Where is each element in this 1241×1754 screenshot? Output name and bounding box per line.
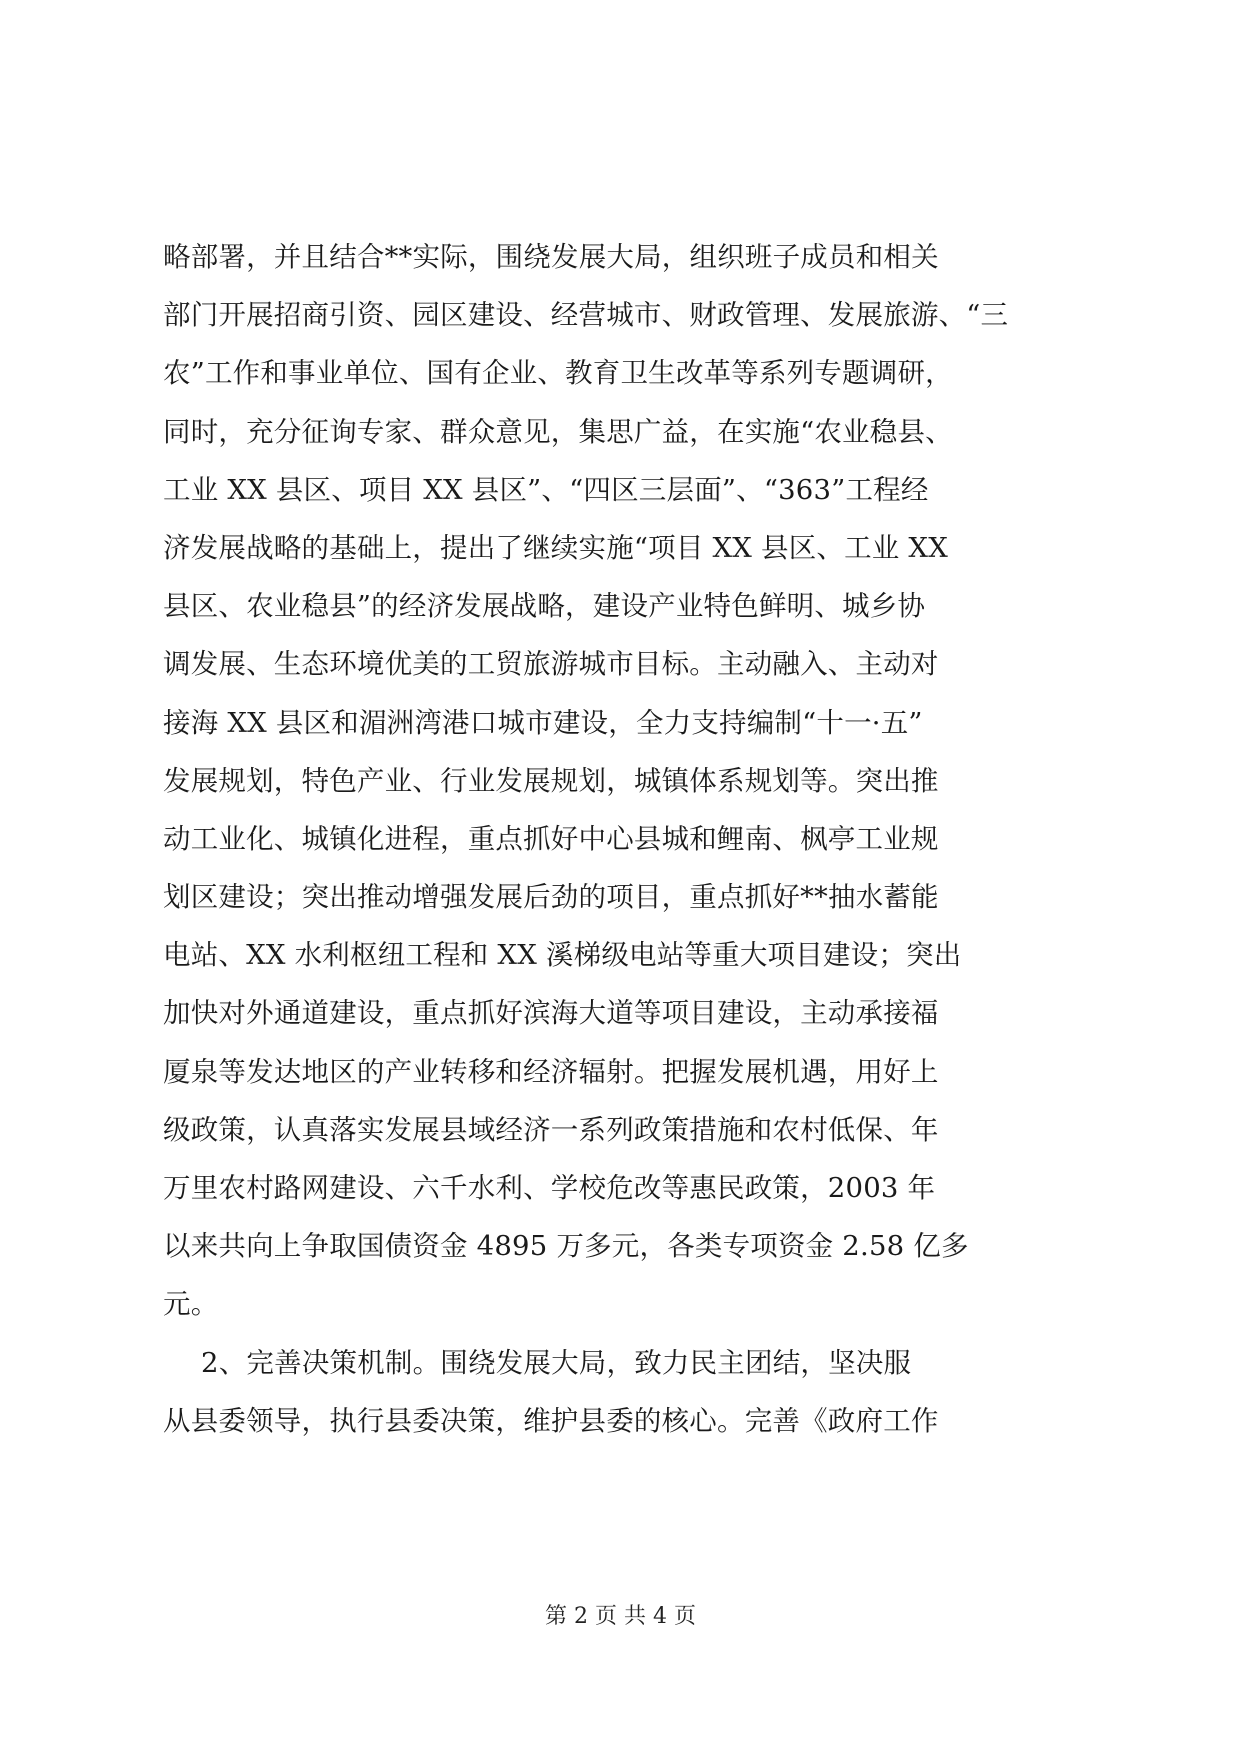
text-line: 发展规划，特色产业、行业发展规划，城镇体系规划等。突出推 xyxy=(163,764,939,797)
text-line: 万里农村路网建设、六千水利、学校危改等惠民政策，2003 年 xyxy=(163,1172,936,1204)
paragraph-2 xyxy=(163,1334,1083,1450)
text-line: 略部署，并且结合**实际，围绕发展大局，组织班子成员和相关 xyxy=(163,241,939,273)
text-line: 工业 XX 县区、项目 XX 县区”、“四区三层面”、“363”工程经 xyxy=(163,473,929,506)
body-text xyxy=(163,228,1083,1450)
text-line: 划区建设；突出推动增强发展后劲的项目，重点抓好**抽水蓄能 xyxy=(163,881,939,914)
text-line: 接海 XX 县区和湄洲湾港口城市建设，全力支持编制“十一·五” xyxy=(163,706,923,739)
paragraph-1 xyxy=(163,228,1083,1334)
text-line: 济发展战略的基础上，提出了继续实施“项目 XX 县区、工业 XX xyxy=(163,531,948,564)
text-line: 元。 xyxy=(163,1288,219,1321)
page-number: 第 2 页 共 4 页 xyxy=(545,1604,696,1629)
text-line: 调发展、生态环境优美的工贸旅游城市目标。主动融入、主动对 xyxy=(163,648,939,681)
text-line: 厦泉等发达地区的产业转移和经济辐射。把握发展机遇，用好上 xyxy=(163,1055,939,1088)
text-line: 农”工作和事业单位、国有企业、教育卫生改革等系列专题调研， xyxy=(163,357,953,390)
page-footer xyxy=(0,1602,1241,1632)
text-line: 电站、XX 水利枢纽工程和 XX 溪梯级电站等重大项目建设；突出 xyxy=(163,939,962,972)
text-line: 加快对外通道建设，重点抓好滨海大道等项目建设，主动承接福 xyxy=(163,997,939,1030)
text-line: 同时，充分征询专家、群众意见，集思广益，在实施“农业稳县、 xyxy=(163,415,953,448)
text-line: 部门开展招商引资、园区建设、经营城市、财政管理、发展旅游、“三 xyxy=(163,299,1009,332)
text-line: 2、完善决策机制。围绕发展大局，致力民主团结，坚决服 xyxy=(201,1346,912,1379)
text-line: 县区、农业稳县”的经济发展战略，建设产业特色鲜明、城乡协 xyxy=(163,590,926,623)
text-line: 动工业化、城镇化进程，重点抓好中心县城和鲤南、枫亭工业规 xyxy=(163,822,939,855)
text-line: 以来共向上争取国债资金 4895 万多元，各类专项资金 2.58 亿多 xyxy=(163,1230,969,1263)
text-line: 级政策，认真落实发展县域经济一系列政策措施和农村低保、年 xyxy=(163,1113,939,1146)
text-line: 从县委领导，执行县委决策，维护县委的核心。完善《政府工作 xyxy=(163,1404,939,1437)
